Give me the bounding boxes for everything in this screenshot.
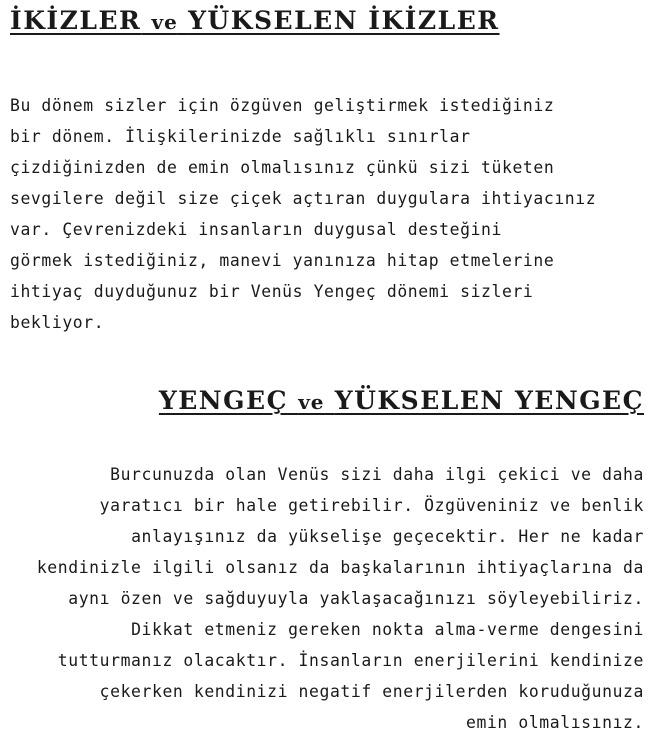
cancer-title-connector: ve: [298, 390, 325, 414]
paragraph-line: çizdiğinizden de emin olmalısınız çünkü sizi tüketen: [10, 158, 555, 177]
paragraph-line: aynı özen ve sağduyuyla yaklaşacağınızı söyleyebiliriz.: [68, 589, 644, 608]
paragraph-line: emin olmalısınız.: [466, 713, 644, 732]
cancer-title-main: YENGEÇ: [158, 386, 288, 415]
paragraph-line: sevgilere değil size çiçek açtıran duygulara ihtiyacınız: [10, 189, 597, 208]
paragraph-line: bekliyor.: [10, 313, 105, 332]
cancer-title-tail: YÜKSELEN YENGEÇ: [334, 386, 644, 415]
paragraph-line: anlayışınız da yükselişe geçecektir. Her ne kadar: [131, 527, 644, 546]
paragraph-line: çekerken kendinizi negatif enerjilerden koruduğunuza: [99, 682, 644, 701]
section-cancer-body: [37, 459, 644, 738]
section-cancer-heading: [159, 386, 644, 415]
paragraph-line: yaratıcı bir hale getirebilir. Özgüveniniz ve benlik: [99, 496, 644, 515]
paragraph-line: Dikkat etmeniz gereken nokta alma-verme dengesini: [131, 620, 644, 639]
section-gemini-heading: [10, 6, 500, 35]
paragraph-line: ihtiyaç duyduğunuz bir Venüs Yengeç dönemi sizleri: [10, 282, 534, 301]
cancer-paragraph: [37, 459, 644, 738]
paragraph-line: bir dönem. İlişkilerinizde sağlıklı sınırlar: [10, 127, 471, 146]
gemini-title-tail: YÜKSELEN İKİZLER: [188, 6, 500, 35]
gemini-title: [10, 6, 500, 35]
paragraph-line: tutturmanız olacaktır. İnsanların enerjilerini kendinize: [57, 651, 644, 670]
paragraph-line: Bu dönem sizler için özgüven geliştirmek istediğiniz: [10, 96, 555, 115]
paragraph-line: var. Çevrenizdeki insanların duygusal desteğini: [10, 220, 502, 239]
cancer-title: [159, 386, 644, 415]
paragraph-line: Burcunuzda olan Venüs sizi daha ilgi çekici ve daha: [110, 465, 644, 484]
gemini-title-connector: ve: [151, 10, 178, 34]
gemini-title-main: İKİZLER: [10, 6, 142, 35]
gemini-paragraph: [10, 90, 596, 338]
section-gemini-body: [10, 90, 596, 338]
paragraph-line: görmek istediğiniz, manevi yanınıza hitap etmelerine: [10, 251, 555, 270]
paragraph-line: kendinizle ilgili olsanız da başkalarının ihtiyaçlarına da: [36, 558, 644, 577]
